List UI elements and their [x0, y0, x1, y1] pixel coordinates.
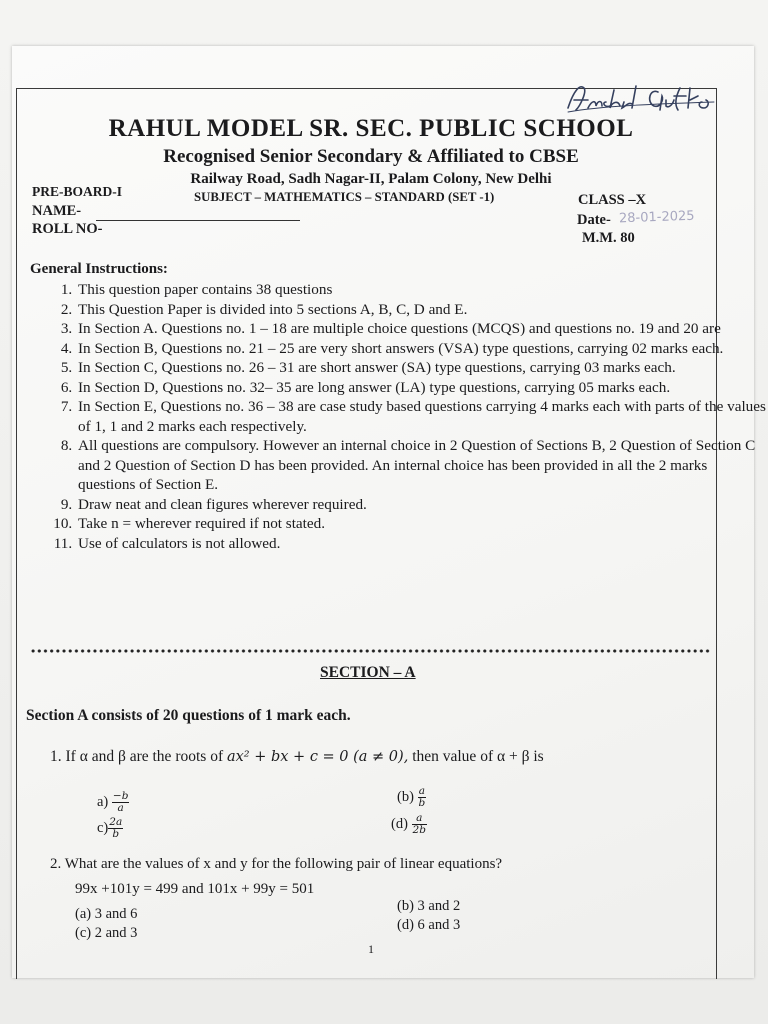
class-label: CLASS –X [578, 192, 647, 208]
handwritten-signature [562, 80, 722, 116]
q1-option-d [391, 813, 427, 836]
subject-line: SUBJECT – MATHEMATICS – STANDARD (SET -1) [194, 190, 495, 204]
page-number: 1 [368, 942, 374, 956]
question-1-equation: ax² + bx + c = 0 (a ≠ 0), [226, 749, 409, 765]
denominator: a [117, 802, 124, 814]
option-label: c) [97, 819, 109, 836]
instructions-heading: General Instructions: [30, 261, 168, 277]
instruction-item: 11. Use of calculators is not allowed. [76, 534, 766, 554]
question-1-suffix: then value of α + β is [412, 748, 544, 765]
numerator: a [418, 785, 426, 797]
instruction-item: 9. Draw neat and clean figures wherever required. [76, 495, 766, 515]
school-address: Railway Road, Sadh Nagar-II, Palam Colony, New Delhi [190, 171, 552, 187]
instruction-item: 8. All questions are compulsory. However an internal choice in 2 Question of Sections B, 2 Question of Section C and 2 Question of Section D has been provided. An internal choice has been provided in all the 2 marks questions of Section E. [76, 436, 766, 495]
fraction [112, 791, 130, 814]
fraction [418, 786, 427, 809]
q1-option-a [97, 791, 129, 814]
question-1-prefix: 1. If α and β are the roots of [50, 748, 224, 765]
question-2: 2. What are the values of x and y for the following pair of linear equations? [50, 856, 503, 872]
option-label: (d) [391, 815, 408, 832]
instruction-item: 1. This question paper contains 38 questions [76, 280, 766, 300]
instruction-item: 10. Take n = wherever required if not stated. [76, 514, 766, 534]
instruction-item: 4. In Section B, Questions no. 21 – 25 are very short answers (VSA) type questions, carrying 02 marks each. [76, 339, 766, 359]
instruction-item: 6. In Section D, Questions no. 32– 35 are long answer (LA) type questions, carrying 05 marks each. [76, 378, 766, 398]
affiliation-line: Recognised Senior Secondary & Affiliated to CBSE [163, 146, 579, 167]
exam-name: PRE-BOARD-I [32, 184, 122, 199]
numerator: a [412, 813, 427, 825]
handwritten-date: 28-01-2025 [618, 208, 695, 227]
q1-option-c [97, 817, 123, 840]
dotted-separator [30, 648, 710, 654]
option-label: (b) [397, 788, 414, 805]
denominator: b [112, 828, 120, 840]
section-title: SECTION – A [320, 664, 416, 681]
school-name: RAHUL MODEL SR. SEC. PUBLIC SCHOOL [108, 115, 634, 142]
date-label: Date- [577, 212, 611, 228]
option-label: a) [97, 793, 109, 810]
numerator: −b [112, 790, 129, 802]
name-underline [96, 220, 300, 221]
q1-option-b [397, 786, 426, 809]
numerator: 2a [109, 816, 123, 828]
question-2-equations: 99x +101y = 499 and 101x + 99y = 501 [75, 881, 315, 897]
q2-option-c: (c) 2 and 3 [75, 925, 138, 941]
instruction-item: 2. This Question Paper is divided into 5 sections A, B, C, D and E. [76, 300, 766, 320]
section-description: Section A consists of 20 questions of 1 mark each. [26, 707, 351, 724]
q2-option-a: (a) 3 and 6 [75, 906, 138, 922]
name-label: NAME- [32, 203, 82, 219]
fraction [412, 813, 427, 836]
denominator: 2b [412, 824, 426, 836]
instructions-list [30, 280, 766, 553]
instruction-item: 3. In Section A. Questions no. 1 – 18 are multiple choice questions (MCQS) and questions no. 19 and 20 are [76, 319, 766, 339]
q2-option-d: (d) 6 and 3 [397, 917, 461, 933]
fraction [108, 817, 123, 840]
denominator: b [418, 797, 426, 809]
instruction-item: 5. In Section C, Questions no. 26 – 31 are short answer (SA) type questions, carrying 03 marks each. [76, 358, 766, 378]
roll-no-label: ROLL NO- [32, 221, 103, 237]
instruction-item: 7. In Section E, Questions no. 36 – 38 are case study based questions carrying 4 marks each with parts of the values of 1, 1 and 2 marks each respectively. [76, 397, 766, 436]
q2-option-b: (b) 3 and 2 [397, 898, 461, 914]
max-marks: M.M. 80 [582, 230, 635, 246]
question-1 [50, 748, 544, 766]
